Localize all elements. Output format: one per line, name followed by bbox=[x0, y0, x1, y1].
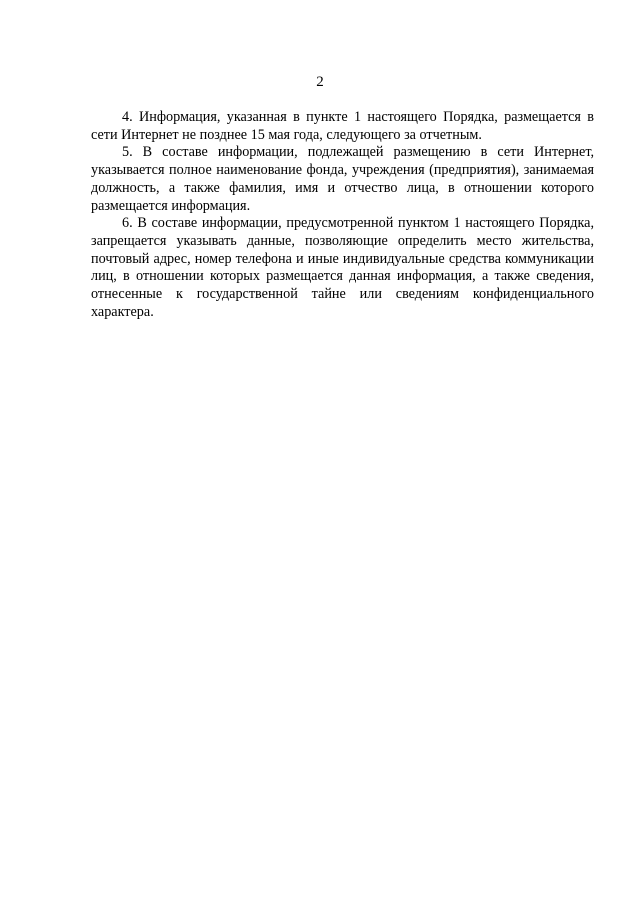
paragraph-item-4: 4. Информация, указанная в пункте 1 настоящего Порядка, размещается в сети Интернет не позднее 15 мая года, следующего за отчетным. bbox=[91, 109, 594, 143]
document-body bbox=[91, 109, 594, 321]
paragraph-item-6: 6. В составе информации, предусмотренной пунктом 1 настоящего Порядка, запрещается указывать данные, позволяющие определить место жительства, почтовый адрес, номер телефона и иные индивидуальные средства коммуникации лиц, в отношении которых размещается данная информация, а также сведения, отнесенные к государственной тайне или сведениям конфиденциального характера. bbox=[91, 215, 594, 320]
paragraph-item-5: 5. В составе информации, подлежащей размещению в сети Интернет, указывается полное наименование фонда, учреждения (предприятия), занимаемая должность, а также фамилия, имя и отчество лица, в отношении которого размещается информация. bbox=[91, 144, 594, 214]
page-number: 2 bbox=[316, 74, 324, 90]
